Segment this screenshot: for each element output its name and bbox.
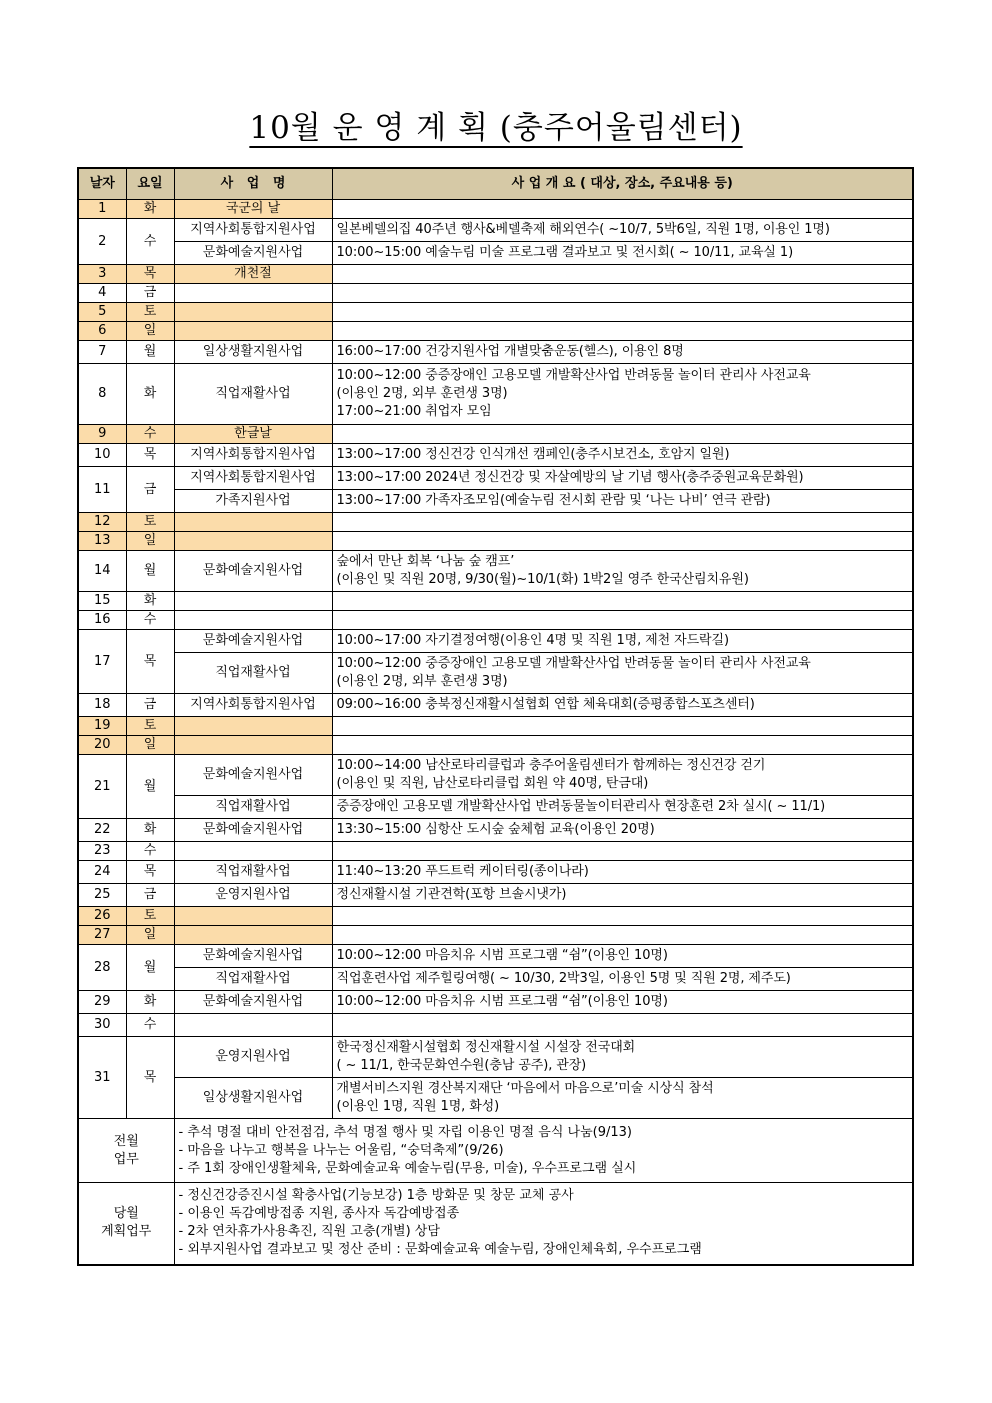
table-row	[78, 796, 913, 819]
program-cell	[174, 717, 332, 736]
date-cell: 24	[78, 861, 126, 884]
weekday-cell: 토	[126, 513, 174, 532]
date-cell: 7	[78, 341, 126, 364]
date-cell: 15	[78, 592, 126, 611]
table-row	[78, 842, 913, 861]
summary-line: 10:00~12:00 중증장애인 고용모델 개발확산사업 반려동물 놀이터 관리사 사전교육	[336, 656, 811, 671]
date-cell: 12	[78, 513, 126, 532]
program-cell: 직업재활사업	[174, 861, 332, 884]
summary-cell	[332, 265, 913, 284]
date-cell: 21	[78, 755, 126, 819]
summary-cell	[332, 425, 913, 444]
summary-cell	[332, 842, 913, 861]
table-row	[78, 200, 913, 219]
this-month-item: - 이용인 독감예방접종 지원, 종사자 독감예방접종	[178, 1206, 460, 1222]
weekday-cell: 수	[126, 842, 174, 861]
summary-line: (이용인 2명, 외부 훈련생 3명)	[336, 386, 508, 401]
date-cell: 4	[78, 284, 126, 303]
table-row	[78, 991, 913, 1014]
summary-cell: 11:40~13:20 푸드트럭 케이터링(종이나라)	[332, 861, 913, 884]
weekday-cell: 금	[126, 284, 174, 303]
summary-line: 10:00~14:00 남산로타리클럽과 충주어울림센터가 함께하는 정신건강 걷기	[336, 758, 766, 773]
this-month-items	[174, 1183, 913, 1265]
weekday-cell: 금	[126, 467, 174, 513]
summary-cell: 직업훈련사업 제주힐링여행( ~ 10/30, 2박3일, 이용인 5명 및 직원 2명, 제주도)	[332, 968, 913, 991]
table-row	[78, 907, 913, 926]
summary-line: 개별서비스지원 경산복지재단 ‘마음에서 마음으로’미술 시상식 참석	[336, 1081, 714, 1096]
table-row	[78, 717, 913, 736]
weekday-cell: 일	[126, 736, 174, 755]
schedule-table	[77, 167, 914, 1266]
summary-line: 10:00~12:00 중증장애인 고용모델 개발확산사업 반려동물 놀이터 관리사 사전교육	[336, 368, 811, 383]
summary-cell	[332, 532, 913, 551]
program-cell: 운영지원사업	[174, 1037, 332, 1078]
date-cell: 11	[78, 467, 126, 513]
program-cell: 직업재활사업	[174, 968, 332, 991]
weekday-cell: 금	[126, 884, 174, 907]
weekday-cell: 목	[126, 444, 174, 467]
prev-month-item: - 추석 명절 대비 안전점검, 추석 명절 행사 및 자립 이용인 명절 음식 나눔(9/13)	[178, 1124, 633, 1140]
summary-cell	[332, 755, 913, 796]
summary-cell: 10:00~12:00 마음치유 시범 프로그램 “쉼”(이용인 10명)	[332, 945, 913, 968]
table-row	[78, 819, 913, 842]
weekday-cell: 금	[126, 694, 174, 717]
table-row	[78, 490, 913, 513]
date-cell: 17	[78, 630, 126, 694]
program-cell: 지역사회통합지원사업	[174, 219, 332, 242]
program-cell: 지역사회통합지원사업	[174, 467, 332, 490]
weekday-cell: 수	[126, 219, 174, 265]
table-row	[78, 513, 913, 532]
table-row	[78, 242, 913, 265]
summary-line: ( ~ 11/1, 한국문화연수원(충남 공주), 관장)	[336, 1058, 587, 1073]
program-cell	[174, 532, 332, 551]
table-row	[78, 265, 913, 284]
program-cell	[174, 926, 332, 945]
prev-month-row	[78, 1119, 913, 1183]
prev-month-label	[78, 1119, 174, 1183]
weekday-cell: 월	[126, 341, 174, 364]
weekday-cell: 토	[126, 907, 174, 926]
table-row	[78, 444, 913, 467]
program-cell: 개천절	[174, 265, 332, 284]
summary-cell: 13:00~17:00 정신건강 인식개선 캠페인(충주시보건소, 호암지 일원)	[332, 444, 913, 467]
weekday-cell: 목	[126, 630, 174, 694]
weekday-cell: 월	[126, 551, 174, 592]
table-row	[78, 322, 913, 341]
table-row	[78, 1078, 913, 1119]
summary-cell	[332, 926, 913, 945]
date-cell: 18	[78, 694, 126, 717]
table-row	[78, 694, 913, 717]
table-row	[78, 341, 913, 364]
program-cell: 문화예술지원사업	[174, 945, 332, 968]
date-cell: 23	[78, 842, 126, 861]
this-month-label-line1: 당월	[113, 1206, 139, 1222]
header-summary: 사 업 개 요 ( 대상, 장소, 주요내용 등)	[332, 168, 913, 200]
date-cell: 14	[78, 551, 126, 592]
date-cell: 8	[78, 364, 126, 425]
summary-cell	[332, 717, 913, 736]
weekday-cell: 일	[126, 926, 174, 945]
weekday-cell: 화	[126, 991, 174, 1014]
summary-cell	[332, 907, 913, 926]
header-program: 사 업 명	[174, 168, 332, 200]
program-cell: 가족지원사업	[174, 490, 332, 513]
summary-cell: 10:00~15:00 예술누림 미술 프로그램 결과보고 및 전시회( ~ 10/11, 교육실 1)	[332, 242, 913, 265]
date-cell: 27	[78, 926, 126, 945]
prev-month-item: - 마음을 나누고 행복을 나누는 어울림, “숭덕축제”(9/26)	[178, 1142, 504, 1158]
summary-cell: 13:30~15:00 심항산 도시숲 숲체험 교육(이용인 20명)	[332, 819, 913, 842]
program-cell: 문화예술지원사업	[174, 755, 332, 796]
program-cell	[174, 907, 332, 926]
header-weekday: 요일	[126, 168, 174, 200]
summary-cell	[332, 1014, 913, 1037]
weekday-cell: 토	[126, 303, 174, 322]
summary-cell	[332, 611, 913, 630]
table-row	[78, 532, 913, 551]
program-cell	[174, 1014, 332, 1037]
summary-cell: 일본베델의집 40주년 행사&베델축제 해외연수( ~10/7, 5박6일, 직원 1명, 이용인 1명)	[332, 219, 913, 242]
weekday-cell: 화	[126, 364, 174, 425]
this-month-label	[78, 1183, 174, 1265]
weekday-cell: 토	[126, 717, 174, 736]
table-row	[78, 551, 913, 592]
date-cell: 3	[78, 265, 126, 284]
program-cell: 직업재활사업	[174, 364, 332, 425]
table-row	[78, 861, 913, 884]
table-row	[78, 219, 913, 242]
table-row	[78, 303, 913, 322]
table-row	[78, 926, 913, 945]
date-cell: 9	[78, 425, 126, 444]
summary-line: (이용인 및 직원 20명, 9/30(월)~10/1(화) 1박2일 영주 한국산림치유원)	[336, 572, 749, 587]
date-cell: 22	[78, 819, 126, 842]
program-cell: 문화예술지원사업	[174, 630, 332, 653]
weekday-cell: 목	[126, 1037, 174, 1119]
program-cell	[174, 842, 332, 861]
summary-cell: 중증장애인 고용모델 개발확산사업 반려동물놀이터관리사 현장훈련 2차 실시( ~ 11/1)	[332, 796, 913, 819]
date-cell: 26	[78, 907, 126, 926]
program-cell: 문화예술지원사업	[174, 551, 332, 592]
table-row	[78, 467, 913, 490]
weekday-cell: 화	[126, 592, 174, 611]
program-cell: 지역사회통합지원사업	[174, 444, 332, 467]
program-cell	[174, 322, 332, 341]
date-cell: 13	[78, 532, 126, 551]
prev-month-label-line1: 전월	[113, 1133, 139, 1149]
prev-month-items	[174, 1119, 913, 1183]
this-month-item: - 2차 연차휴가사용촉진, 직원 고충(개별) 상담	[178, 1224, 440, 1240]
summary-cell: 16:00~17:00 건강지원사업 개별맞춤운동(헬스), 이용인 8명	[332, 341, 913, 364]
table-row	[78, 592, 913, 611]
table-row	[78, 968, 913, 991]
program-cell: 일상생활지원사업	[174, 1078, 332, 1119]
table-row	[78, 1014, 913, 1037]
date-cell: 2	[78, 219, 126, 265]
program-cell: 일상생활지원사업	[174, 341, 332, 364]
summary-line: (이용인 1명, 직원 1명, 화성)	[336, 1099, 500, 1114]
date-cell: 5	[78, 303, 126, 322]
table-row	[78, 630, 913, 653]
date-cell: 10	[78, 444, 126, 467]
weekday-cell: 월	[126, 755, 174, 819]
page-title	[0, 102, 992, 147]
program-cell	[174, 513, 332, 532]
summary-cell	[332, 364, 913, 425]
summary-cell: 10:00~17:00 자기결정여행(이용인 4명 및 직원 1명, 제천 자드락길)	[332, 630, 913, 653]
weekday-cell: 월	[126, 945, 174, 991]
date-cell: 28	[78, 945, 126, 991]
table-row	[78, 736, 913, 755]
prev-month-item: - 주 1회 장애인생활체육, 문화예술교육 예술누림(무용, 미술), 우수프로그램 실시	[178, 1160, 637, 1176]
weekday-cell: 수	[126, 1014, 174, 1037]
summary-cell	[332, 1078, 913, 1119]
table-header-row	[78, 168, 913, 200]
this-month-item: - 정신건강증진시설 확충사업(기능보강) 1층 방화문 및 창문 교체 공사	[178, 1188, 574, 1204]
summary-cell: 13:00~17:00 가족자조모임(예술누림 전시회 관람 및 ‘나는 나비’ 연극 관람)	[332, 490, 913, 513]
program-cell	[174, 592, 332, 611]
this-month-row	[78, 1183, 913, 1265]
table-row	[78, 284, 913, 303]
weekday-cell: 일	[126, 532, 174, 551]
program-cell: 운영지원사업	[174, 884, 332, 907]
weekday-cell: 목	[126, 861, 174, 884]
weekday-cell: 화	[126, 819, 174, 842]
date-cell: 30	[78, 1014, 126, 1037]
program-cell: 문화예술지원사업	[174, 242, 332, 265]
summary-line: (이용인 2명, 외부 훈련생 3명)	[336, 674, 508, 689]
date-cell: 25	[78, 884, 126, 907]
summary-line: 17:00~21:00 취업자 모임	[336, 404, 492, 419]
page-title-text: 10월 운 영 계 획 (충주어울림센터)	[249, 110, 743, 146]
date-cell: 1	[78, 200, 126, 219]
summary-line: 숲에서 만난 회복 ‘나눔 숲 캠프’	[336, 554, 515, 569]
program-cell	[174, 611, 332, 630]
program-cell: 문화예술지원사업	[174, 991, 332, 1014]
summary-cell	[332, 303, 913, 322]
header-date: 날자	[78, 168, 126, 200]
summary-cell	[332, 592, 913, 611]
table-row	[78, 364, 913, 425]
table-row	[78, 884, 913, 907]
program-cell: 직업재활사업	[174, 796, 332, 819]
program-cell	[174, 736, 332, 755]
summary-cell: 09:00~16:00 충북정신재활시설협회 연합 체육대회(증평종합스포츠센터)	[332, 694, 913, 717]
program-cell: 국군의 날	[174, 200, 332, 219]
program-cell: 문화예술지원사업	[174, 819, 332, 842]
summary-cell: 13:00~17:00 2024년 정신건강 및 자살예방의 날 기념 행사(충주중원교육문화원)	[332, 467, 913, 490]
table-row	[78, 653, 913, 694]
table-row	[78, 945, 913, 968]
prev-month-label-line2: 업무	[113, 1151, 139, 1167]
date-cell: 6	[78, 322, 126, 341]
summary-cell: 10:00~12:00 마음치유 시범 프로그램 “쉼”(이용인 10명)	[332, 991, 913, 1014]
weekday-cell: 일	[126, 322, 174, 341]
summary-cell	[332, 551, 913, 592]
summary-cell	[332, 200, 913, 219]
summary-cell	[332, 736, 913, 755]
program-cell: 직업재활사업	[174, 653, 332, 694]
weekday-cell: 화	[126, 200, 174, 219]
program-cell: 한글날	[174, 425, 332, 444]
program-cell	[174, 303, 332, 322]
table-row	[78, 611, 913, 630]
weekday-cell: 수	[126, 611, 174, 630]
date-cell: 16	[78, 611, 126, 630]
summary-cell: 정신재활시설 기관견학(포항 브솔시냇가)	[332, 884, 913, 907]
summary-cell	[332, 1037, 913, 1078]
table-row	[78, 1037, 913, 1078]
date-cell: 29	[78, 991, 126, 1014]
summary-line: (이용인 및 직원, 남산로타리클럽 회원 약 40명, 탄금대)	[336, 776, 649, 791]
table-row	[78, 425, 913, 444]
summary-cell	[332, 284, 913, 303]
this-month-label-line2: 계획업무	[101, 1224, 152, 1240]
date-cell: 31	[78, 1037, 126, 1119]
date-cell: 20	[78, 736, 126, 755]
program-cell: 지역사회통합지원사업	[174, 694, 332, 717]
weekday-cell: 수	[126, 425, 174, 444]
table-row	[78, 755, 913, 796]
program-cell	[174, 284, 332, 303]
summary-cell	[332, 513, 913, 532]
date-cell: 19	[78, 717, 126, 736]
weekday-cell: 목	[126, 265, 174, 284]
summary-cell	[332, 322, 913, 341]
summary-cell	[332, 653, 913, 694]
this-month-item: - 외부지원사업 결과보고 및 정산 준비 : 문화예술교육 예술누림, 장애인체육회, 우수프로그램	[178, 1242, 702, 1258]
summary-line: 한국정신재활시설협회 정신재활시설 시설장 전국대회	[336, 1040, 636, 1055]
